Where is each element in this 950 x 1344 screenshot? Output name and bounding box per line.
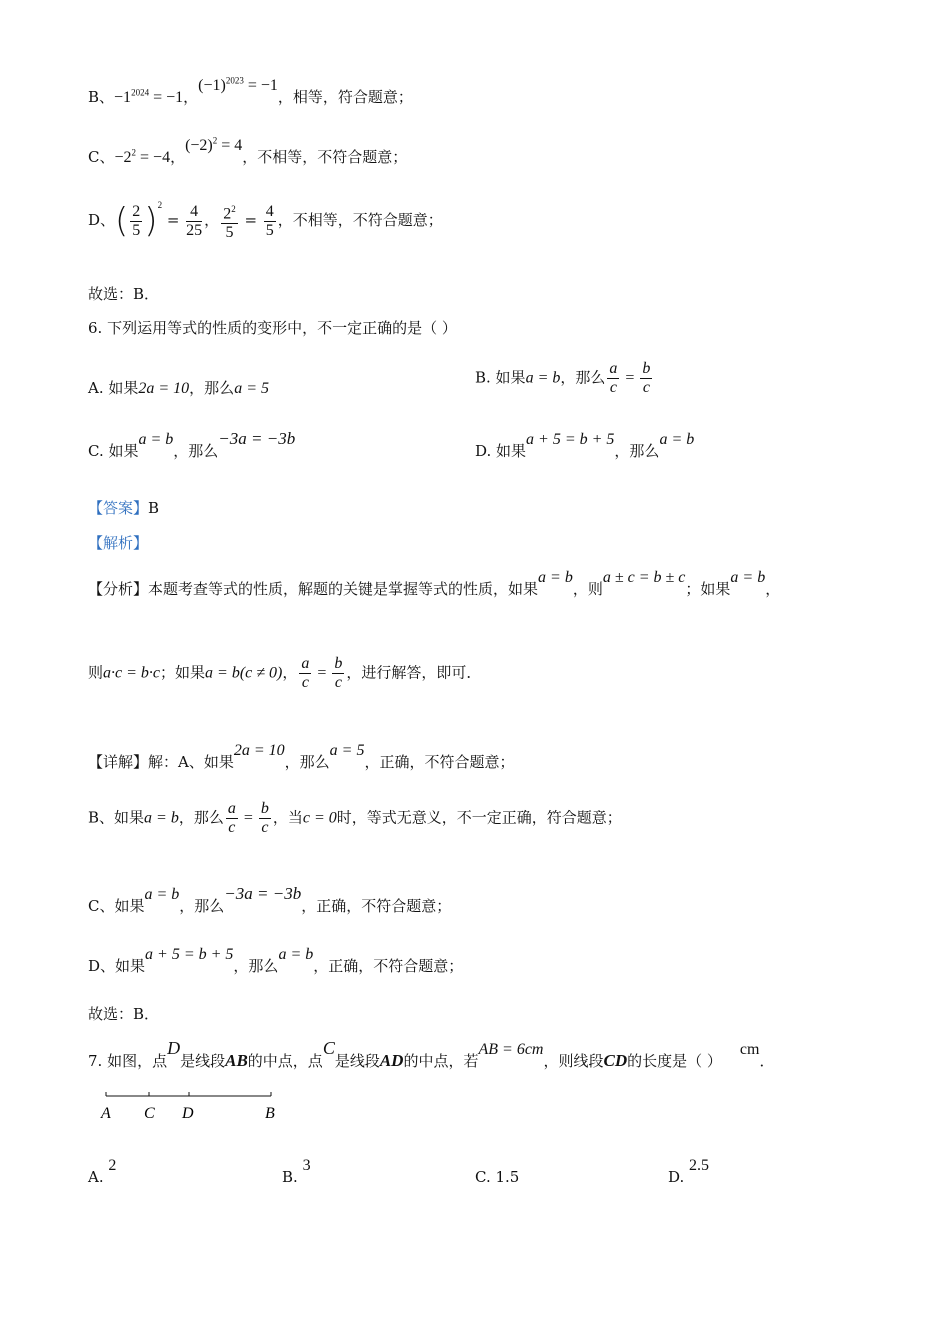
q7-option-d[interactable]: D. 2.5 xyxy=(668,1157,710,1186)
q6-option-c: C. 如果a = b，那么−3a = −3b xyxy=(88,429,296,460)
q6-option-b: B. 如果a = b，那么 $\frac{a}{c}$ = $\frac{b}{c}$ xyxy=(475,360,651,396)
q6-detail-b: B、如果a = b，那么 $\frac{a}{c}$ = $\frac{b}{c}$ ，当c = 0时，等式无意义，不一定正确，符合题意； xyxy=(88,800,622,836)
q6-stem: 6. 下列运用等式的性质的变形中，不一定正确的是（ ） xyxy=(88,319,457,337)
segment-figure xyxy=(96,1088,286,1128)
q7-stem: 7. 如图，点D是线段AB的中点，点C是线段AD的中点，若AB = 6cm，则线段CD的长度是（ ）cm． xyxy=(88,1038,775,1070)
label-d: D xyxy=(182,1105,194,1122)
q6-option-a: A. 如果2a = 10，那么a = 5 xyxy=(88,379,269,397)
q7-option-b[interactable]: B. 3 xyxy=(282,1157,311,1186)
label-a: A xyxy=(101,1105,111,1122)
q6-detail-c: C、如果a = b，那么−3a = −3b，正确，不符合题意； xyxy=(88,884,452,915)
q6-fenxi-line2: 则a·c = b·c；如果a = b(c ≠ 0)， $\frac{a}{c}$ = $\frac{b}{c}$ ，进行解答，即可． xyxy=(88,655,482,691)
label-c: C xyxy=(144,1105,155,1122)
sol5-option-b: B、$-1^{2024} = -1$，$(-1)^{2023} = -1$，相等，符合题意； xyxy=(88,75,413,106)
q6-detail-d: D、如果a + 5 = b + 5，那么a = b，正确，不符合题意； xyxy=(88,946,464,975)
sol5-conclusion: 故选：B． xyxy=(88,285,160,303)
q6-answer: 【答案】B xyxy=(88,499,160,517)
label-b: B xyxy=(265,1105,275,1122)
q6-option-d: D. 如果a + 5 = b + 5，那么a = b xyxy=(475,431,695,460)
q6-fenxi-line1: 【分析】本题考查等式的性质，解题的关键是掌握等式的性质，如果a = b，则a ± c = b ± c；如果a = b， xyxy=(88,569,781,598)
q6-conclusion: 故选：B． xyxy=(88,1005,160,1023)
q7-option-c[interactable]: C. 1.5 xyxy=(475,1168,520,1186)
q6-detail-a: 【详解】解：A、如果2a = 10，那么a = 5，正确，不符合题意； xyxy=(88,742,515,771)
q7-option-a[interactable]: A. 2 xyxy=(88,1157,117,1186)
sol5-option-d: D、( $\frac{2}{5}$ )$^2$ = $\frac{4}{25}$ ， $\frac{2^2}{5}$ = $\frac{4}{5}$ ，不相等，不符合题意； xyxy=(88,200,443,242)
q6-analysis-tag: 【解析】 xyxy=(88,534,149,552)
sol5-option-c: C、$-2^2 = -4$，$(-2)^2 = 4$，不相等，不符合题意； xyxy=(88,135,408,166)
